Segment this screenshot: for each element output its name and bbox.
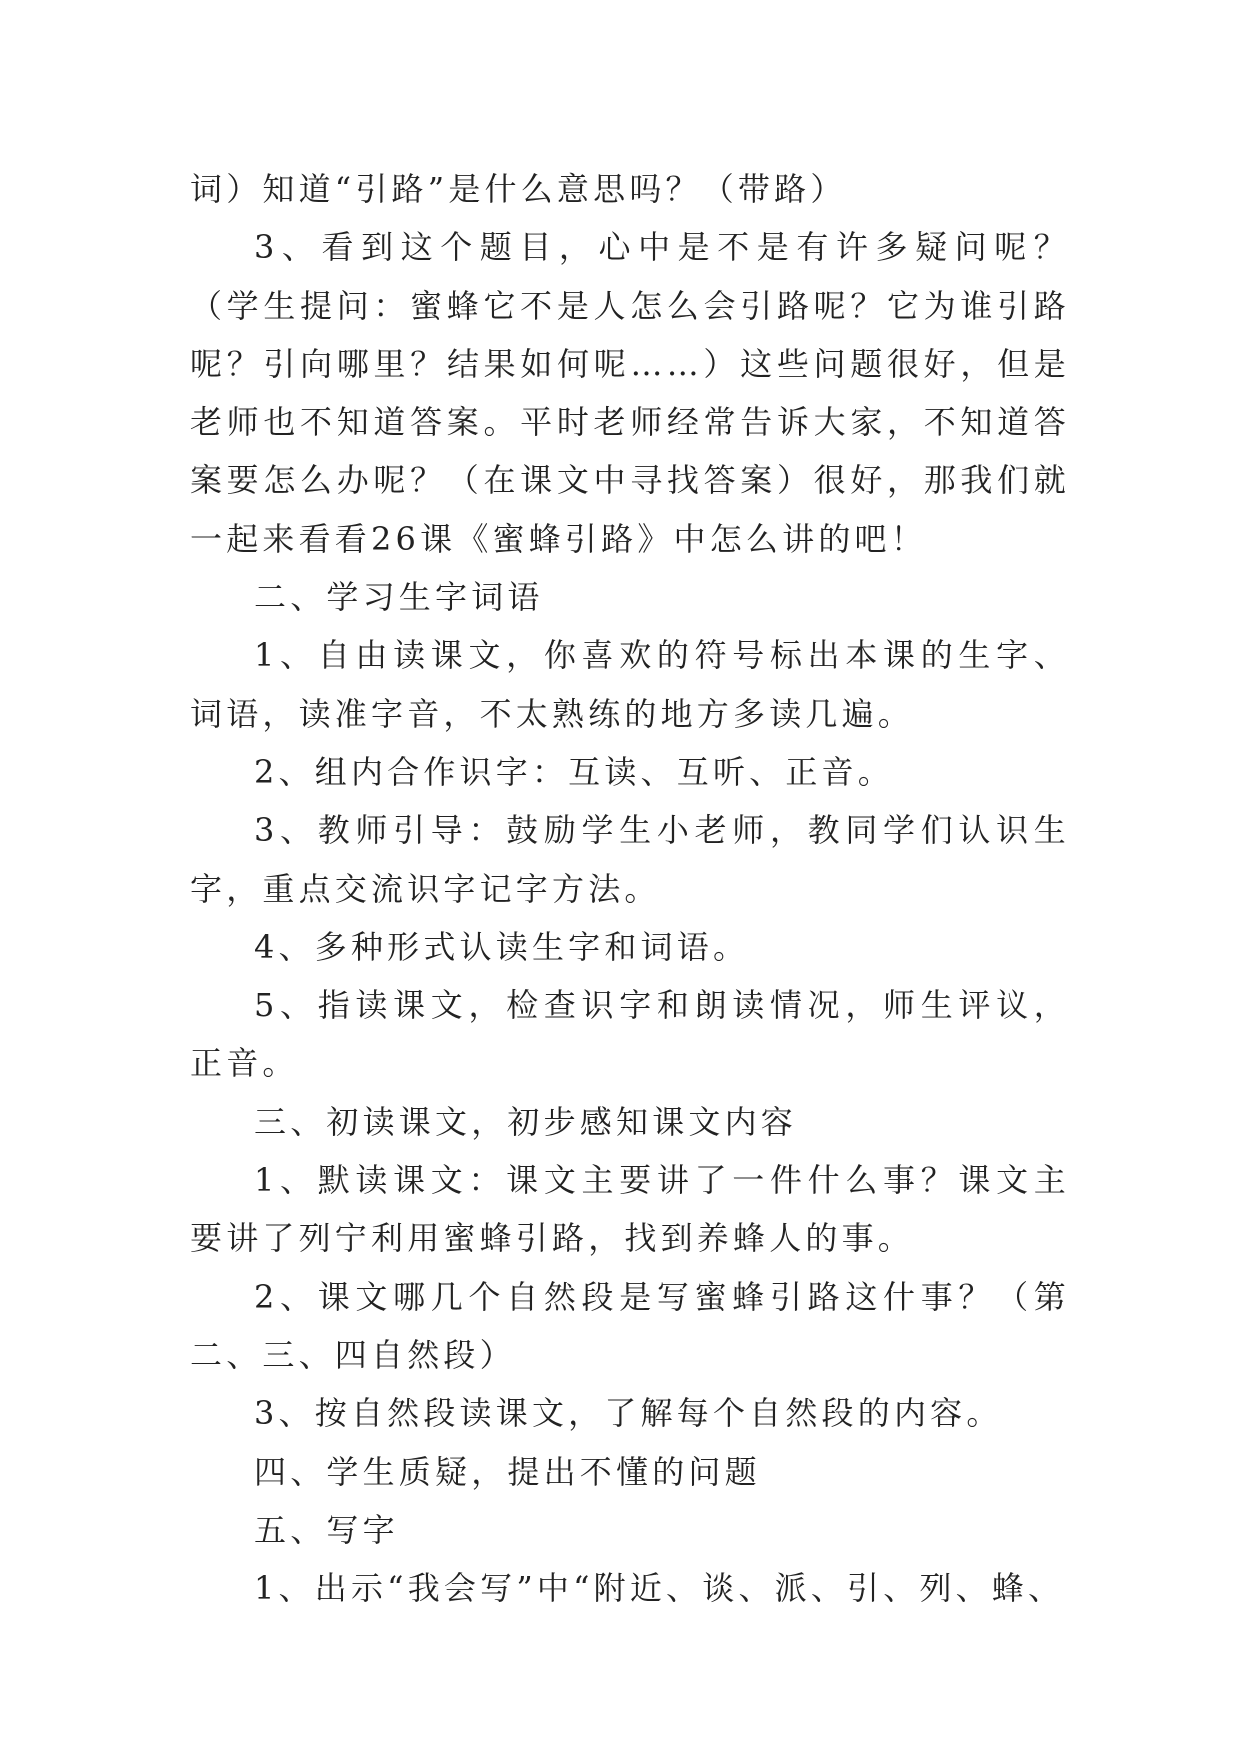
- list-item: 1、自由读课文，你喜欢的符号标出本课的生字、词语，读准字音，不太熟练的地方多读几遍。: [190, 636, 1070, 733]
- section-heading-3: 三、初读课文，初步感知课文内容: [254, 1102, 798, 1141]
- paragraph-continuation: 词）知道“引路”是什么意思吗？（带路）: [190, 170, 847, 208]
- list-item: 2、组内合作识字：互读、互听、正音。: [254, 752, 894, 791]
- list-item: 3、按自然段读课文，了解每个自然段的内容。: [254, 1394, 1003, 1433]
- list-item: 1、出示“我会写”中“附近、谈、派、引、列、蜂、: [254, 1569, 1065, 1608]
- paragraph-questions: 3、看到这个题目，心中是不是有许多疑问呢？（学生提问：蜜蜂它不是人怎么会引路呢？它为谁引路呢？引向哪里？结果如何呢……）这些问题很好，但是老师也不知道答案。平时老师经常告诉大家，不知道答案要怎么办呢？（在课文中寻找答案）很好，那我们就一起来看看26课《蜜蜂引路》中怎么讲的吧！: [190, 228, 1070, 558]
- list-item: 2、课文哪几个自然段是写蜜蜂引路这什事？（第二、三、四自然段）: [190, 1277, 1070, 1374]
- document-body: [190, 160, 1070, 1617]
- section-heading-4: 四、学生质疑，提出不懂的问题: [254, 1452, 761, 1491]
- section-heading-5: 五、写字: [254, 1510, 399, 1549]
- section-heading-2: 二、学习生字词语: [254, 578, 544, 617]
- list-item: 4、多种形式认读生字和词语。: [254, 927, 750, 966]
- list-item: 5、指读课文，检查识字和朗读情况，师生评议，正音。: [190, 986, 1070, 1083]
- list-item: 3、教师引导：鼓励学生小老师，教同学们认识生字，重点交流识字记字方法。: [190, 811, 1070, 908]
- list-item: 1、默读课文：课文主要讲了一件什么事？课文主要讲了列宁利用蜜蜂引路，找到养蜂人的事。: [190, 1161, 1070, 1258]
